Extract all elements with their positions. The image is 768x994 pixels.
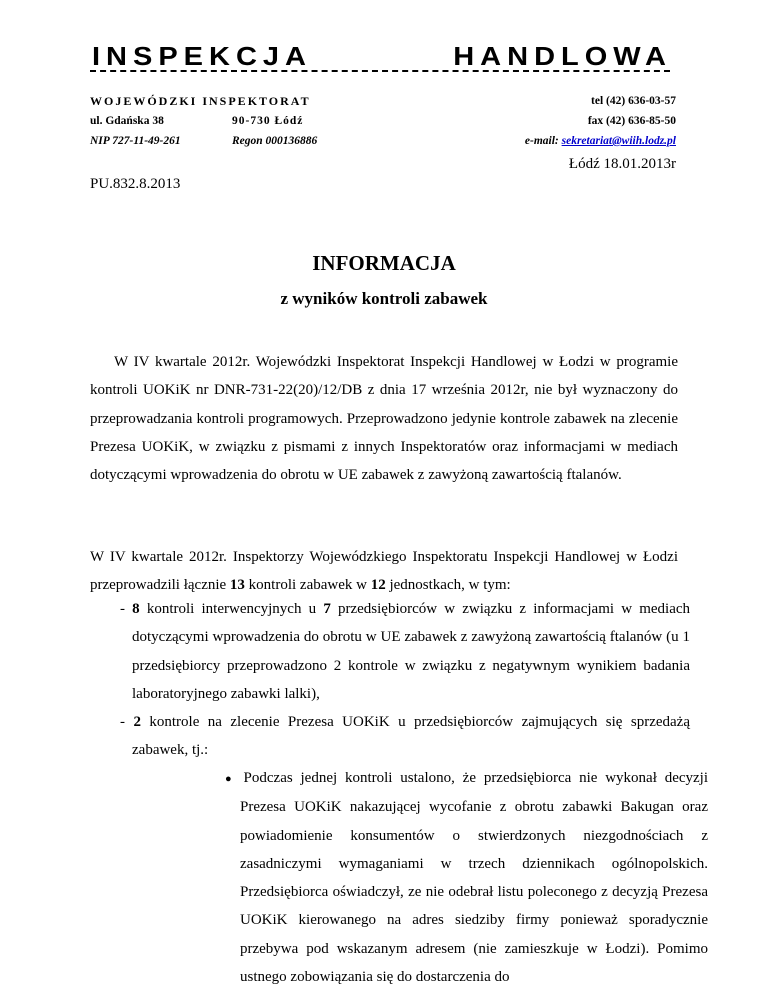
email-line <box>525 134 676 148</box>
bullet-item-finding: ● Podczas jednej kontroli ustalono, że przedsiębiorca nie wykonał decyzji Prezesa UOKiK nakazującej wycofanie z obrotu zabawki Bakugan oraz powiadomienie konsumentów o stwierdzonych niezgodnościach z zasadniczymi wymaganiami w trzech dziennikach ogólnopolskich. Przedsiębiorca oświadczył, ze nie odebrał listu poleconego z decyzją Prezesa UOKiK kierowanego na adres siedziby firmy ponieważ sporadycznie przebywa pod wskazanym adresem (nie zamieszkuje w Łodzi). Pomimo ustnego zobowiązania się do dostarczenia do <box>225 770 708 986</box>
document-title: INFORMACJA <box>312 251 456 275</box>
paragraph-summary: W IV kwartale 2012r. Inspektorzy Wojewódzkiego Inspektoratu Inspekcji Handlowej w Łodzi przeprowadzili łącznie 13 kontroli zabawek w 12 jednostkach, w tym: <box>90 549 678 594</box>
paragraph-intro: W IV kwartale 2012r. Wojewódzki Inspektorat Inspekcji Handlowej w Łodzi w programie kontroli UOKiK nr DNR-731-22(20)/12/DB z dnia 17 września 2012r, nie był wyznaczony do przeprowadzania kontroli programowych. Przeprowadzono jedynie kontrole zabawek na zlecenie Prezesa UOKiK, w związku z pismami z innych Inspektoratów oraz informacjami w mediach dotyczącymi wprowadzenia do obrotu w UE zabawek z zawyżoną zawartością ftalanów. <box>90 354 678 484</box>
phone-number: tel (42) 636-03-57 <box>591 95 676 107</box>
regon-number: Regon 000136886 <box>232 135 318 147</box>
nip-number: NIP 727-11-49-261 <box>90 135 181 147</box>
postal-city: 90-730 Łódź <box>232 115 304 127</box>
list-item-interventions: - 8 kontroli interwencyjnych u 7 przedsiębiorców w związku z informacjami w mediach dotyczącymi wprowadzenia do obrotu w UE zabawek z zawyżoną zawartością ftalanów (u 1 przedsiębiorcy przeprowadzono 2 kontrole w związku z negatywnym wynikiem badania laboratoryjnego zabawki lalki), <box>120 601 691 702</box>
brand-word-inspekcja: INSPEKCJA <box>92 42 312 72</box>
place-date: Łódź 18.01.2013r <box>568 156 676 172</box>
email-label: e-mail: <box>524 135 559 147</box>
street-address: ul. Gdańska 38 <box>90 115 164 127</box>
letterhead-brand <box>92 42 672 72</box>
bullet-icon: ● <box>225 773 236 785</box>
fax-number: fax (42) 636-85-50 <box>587 115 676 127</box>
reference-number: PU.832.8.2013 <box>90 176 181 192</box>
list-item-uokik-orders: - 2 kontrole na zlecenie Prezesa UOKiK u przedsiębiorców zajmujących się sprzedażą zabawek, tj.: <box>120 714 691 759</box>
email-link[interactable]: sekretariat@wiih.lodz.pl <box>561 135 676 147</box>
institution-name: WOJEWÓDZKI INSPEKTORAT <box>90 94 311 108</box>
letterhead-divider <box>90 70 670 80</box>
brand-word-handlowa: HANDLOWA <box>453 42 672 72</box>
document-subtitle: z wyników kontroli zabawek <box>280 289 488 308</box>
